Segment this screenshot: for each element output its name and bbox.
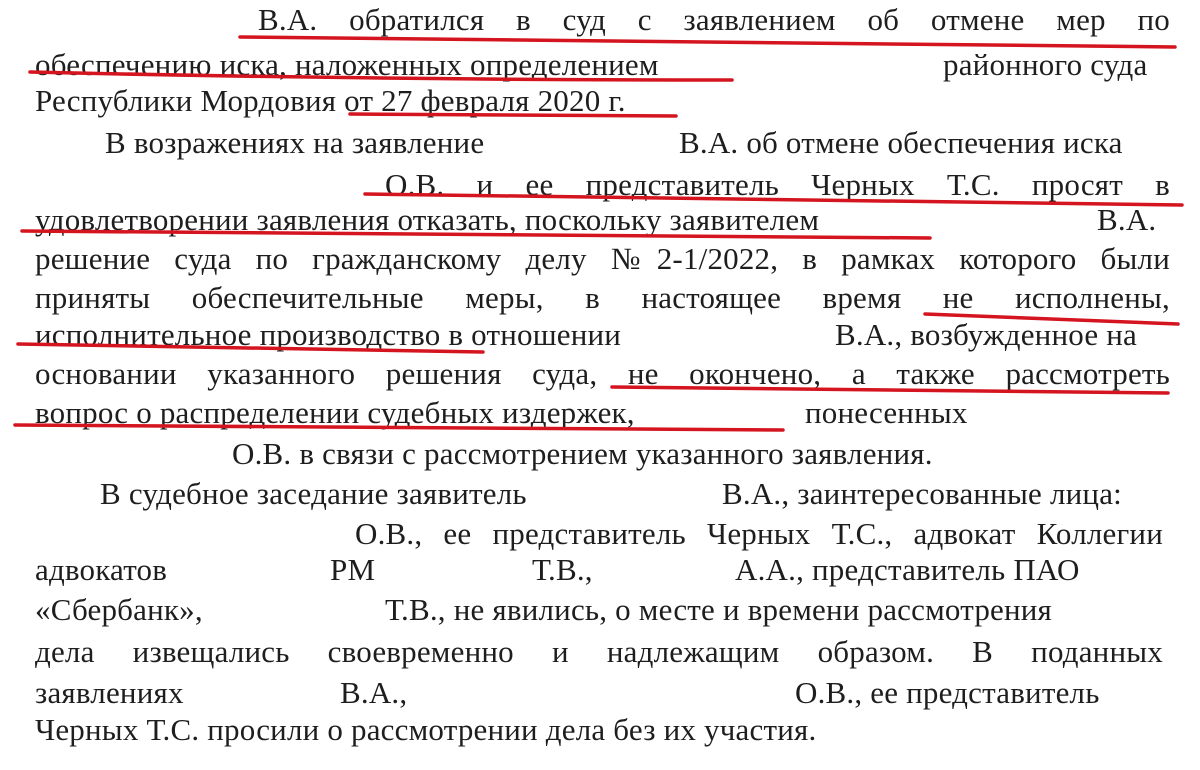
text-segment: О.В. и ее представитель Черных Т.С. просят в <box>385 167 1170 202</box>
text-segment: Т.В., не явились, о месте и времени рассмотрения <box>385 592 1053 627</box>
text-line <box>35 202 1170 238</box>
text-line <box>35 675 1170 711</box>
text-segment: В.А., возбужденное на <box>835 317 1137 352</box>
text-line <box>355 516 1163 552</box>
text-line <box>105 125 1170 161</box>
text-segment: В возражениях на заявление <box>105 125 485 160</box>
text-segment: районного суда <box>943 47 1148 82</box>
text-segment: Черных Т.С. просили о рассмотрении дела без их участия. <box>35 712 817 747</box>
text-segment: адвокатов <box>35 552 168 587</box>
text-line <box>232 436 1032 472</box>
text-segment: «Сбербанк», <box>35 592 203 627</box>
text-line <box>35 83 735 119</box>
text-line <box>35 317 1170 353</box>
text-line <box>35 241 1170 277</box>
text-segment: дела извещались своевременно и надлежащим образом. В поданных <box>35 634 1163 669</box>
text-segment: В.А. об отмене обеспечения иска <box>679 125 1123 160</box>
red-underline <box>240 37 1175 47</box>
text-line <box>385 167 1170 203</box>
text-segment: В.А., <box>340 675 408 710</box>
text-segment: О.В., ее представитель <box>795 675 1100 710</box>
text-line <box>35 712 935 748</box>
text-segment: исполнительное производство в отношении <box>35 317 622 352</box>
text-segment: заявлениях <box>35 675 184 710</box>
text-segment: В.А. обратился в суд с заявлением об отмене мер по <box>258 2 1170 37</box>
text-segment: удовлетворении заявления отказать, поскольку заявителем <box>35 202 820 237</box>
text-segment: понесенных <box>805 395 968 430</box>
text-segment: О.В. в связи с рассмотрением указанного заявления. <box>232 436 933 471</box>
text-segment: РМ <box>330 552 376 587</box>
text-segment: В.А., заинтересованные лица: <box>722 476 1122 511</box>
text-line <box>35 395 1170 431</box>
text-segment: О.В., ее представитель Черных Т.С., адвокат Коллегии <box>355 516 1163 551</box>
text-segment: В.А. <box>1097 202 1157 237</box>
text-segment: Республики Мордовия от 27 февраля 2020 г. <box>35 83 626 118</box>
text-line <box>35 356 1170 392</box>
text-segment: обеспечению иска, наложенных определением <box>35 47 659 82</box>
text-segment: основании указанного решения суда, не окончено, а также рассмотреть <box>35 356 1170 391</box>
text-segment: решение суда по гражданскому делу №2-1/2022, в рамках которого были <box>35 241 1170 276</box>
text-line <box>35 634 1163 670</box>
text-line <box>35 552 1170 588</box>
text-line <box>35 592 1170 628</box>
text-segment: Т.В., <box>532 552 593 587</box>
text-line <box>35 47 1170 83</box>
text-segment: В судебное заседание заявитель <box>100 476 527 511</box>
text-segment: вопрос о распределении судебных издержек, <box>35 395 635 430</box>
text-line <box>258 2 1170 38</box>
text-line <box>100 476 1170 512</box>
text-segment: приняты обеспечительные меры, в настоящее время не исполнены, <box>35 280 1170 315</box>
text-line <box>35 280 1170 316</box>
text-segment: А.А., представитель ПАО <box>735 552 1080 587</box>
